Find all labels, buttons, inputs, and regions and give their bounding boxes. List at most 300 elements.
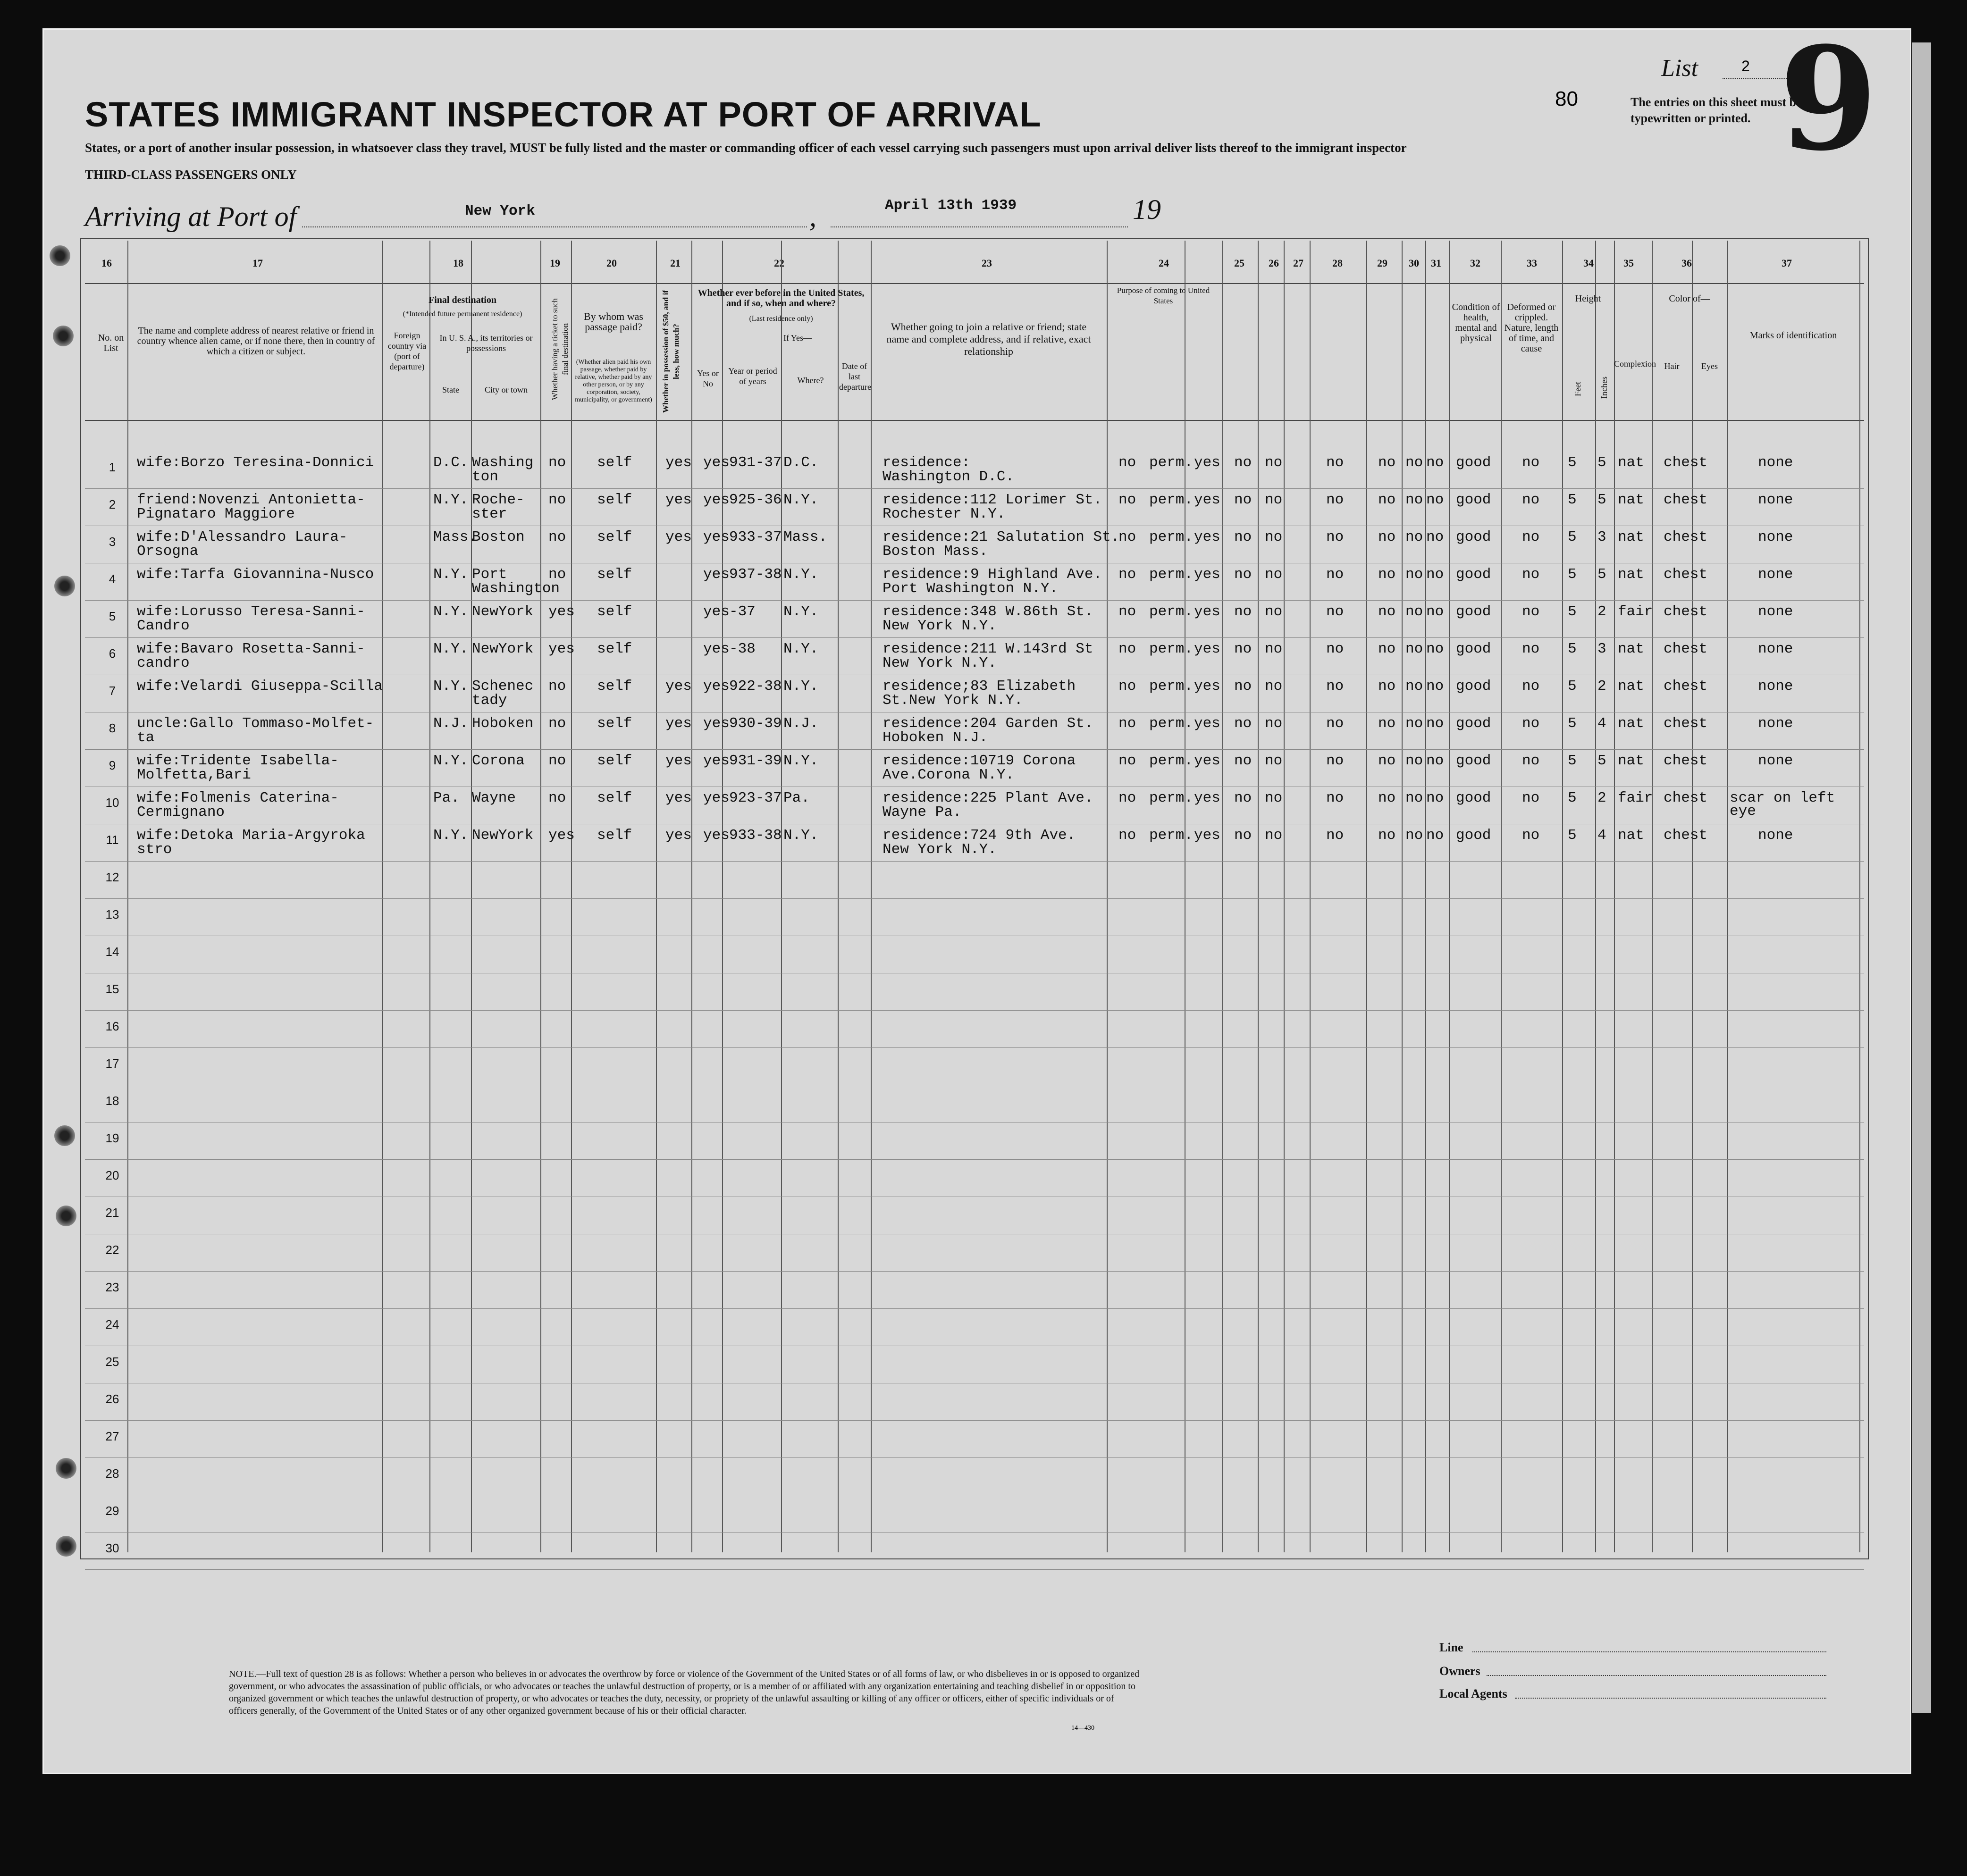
ticket: no [548,529,566,545]
q28: no [1326,454,1344,471]
q28: no [1326,753,1344,769]
relative-name-cont: Cermignano [137,804,225,821]
join-relative: residence:9 Highland Ave. [883,566,1102,583]
form-title: STATES IMMIGRANT INSPECTOR AT PORT OF ARRIVAL [85,95,1042,134]
purpose-no: no [1118,566,1136,583]
row-number: 25 [105,1355,119,1369]
row-number: 18 [105,1094,119,1108]
marks: none [1758,715,1793,732]
q25: yes [1194,790,1220,806]
passage-paid: self [597,715,632,732]
typewritten-note: The entries on this sheet must be typewritten or printed. [1631,95,1802,125]
marks: scar on left [1730,790,1835,806]
colnum: 29 [1377,257,1387,269]
colnum: 23 [982,257,992,269]
height-inches: 2 [1597,678,1606,695]
marks-cont: eye [1730,803,1756,820]
deformed: no [1522,492,1540,508]
q29: no [1378,492,1396,508]
passage-paid: self [597,753,632,769]
col-line [1501,241,1502,1552]
money: yes [665,753,692,769]
form-instruction: States, or a port of another insular possession, in whatsoever class they travel, MUST be fully listed and the master or commanding officer of each vessel carrying such passengers must upon arrival deliver lists thereof to the immigrant inspector [85,141,1407,155]
relative-name-cont: Pignataro Maggiore [137,506,295,522]
marks: none [1758,641,1793,657]
height-feet: 5 [1568,678,1577,695]
ticket: no [548,492,566,508]
q25: yes [1194,566,1220,583]
q25: yes [1194,678,1220,695]
row-line [85,898,1864,899]
passenger-class: THIRD-CLASS PASSENGERS ONLY [85,168,297,182]
colnum: 35 [1623,257,1634,269]
sheet-number: 9 [1779,16,1878,182]
passage-paid: self [597,492,632,508]
colnum: 25 [1234,257,1244,269]
hdr-usa: In U. S. A., its territories or possessions [439,333,533,353]
q25: yes [1194,641,1220,657]
relative-name: wife:Tarfa Giovannina-Nusco [137,566,374,583]
health: good [1456,492,1491,508]
colnum: 26 [1269,257,1279,269]
join-relative-cont: Boston Mass. [883,543,988,560]
q28: no [1326,715,1344,732]
deformed: no [1522,678,1540,695]
q28: no [1326,678,1344,695]
join-relative-cont: St.New York N.Y. [883,692,1023,709]
hdr-final-note: (*Intended future permanent residence) [403,310,522,318]
join-relative-cont: Ave.Corona N.Y. [883,767,1015,783]
height-inches: 4 [1597,715,1606,732]
q26: no [1234,715,1252,732]
row-number: 14 [105,945,119,959]
q29: no [1378,715,1396,732]
form-code: 14—430 [1071,1725,1094,1732]
list-number: 2 [1741,58,1750,75]
binder-hole [54,1125,75,1146]
col-line [1425,241,1426,1552]
purpose-no: no [1118,454,1136,471]
dest-state: N.Y. [433,678,469,695]
before-years: -37 [729,603,756,620]
height-feet: 5 [1568,529,1577,545]
row-number: 8 [109,721,116,735]
deformed: no [1522,715,1540,732]
colnum: 16 [101,257,112,269]
binder-hole [56,1458,76,1479]
money: yes [665,827,692,844]
line-signature[interactable] [1472,1651,1826,1652]
colnum: 32 [1470,257,1480,269]
hdr-feet: Feet [1573,382,1582,396]
hdr-no-on-list: No. on List [98,333,124,353]
before-years: 925-36 [729,492,782,508]
deformed: no [1522,753,1540,769]
join-relative: residence:112 Lorimer St. [883,492,1102,508]
q30: no [1405,492,1423,508]
row-line [85,861,1864,862]
hdr-last-departure: Date of last departure [839,361,871,392]
marks: none [1758,603,1793,620]
dest-state: N.J. [433,715,469,732]
join-relative-cont: New York N.Y. [883,618,997,634]
binder-hole [53,326,74,346]
before-us: yes [703,603,730,620]
hdr-purpose: Purpose of coming to United States [1117,286,1210,305]
q29: no [1378,753,1396,769]
binder-hole [54,576,75,596]
q25: yes [1194,715,1220,732]
dest-city: NewYork [472,641,534,657]
q30: no [1405,678,1423,695]
q29: no [1378,566,1396,583]
col-line [871,241,872,1552]
dest-state: N.Y. [433,641,469,657]
marks: none [1758,753,1793,769]
dest-city: Boston [472,529,525,545]
row-number: 6 [109,646,116,661]
col-line [1366,241,1367,1552]
deformed: no [1522,529,1540,545]
join-relative: residence:21 Salutation St. [883,529,1120,545]
ticket: no [548,454,566,471]
q29: no [1378,454,1396,471]
row-line [85,1569,1864,1570]
before-where: N.J. [783,715,819,732]
q31: no [1426,790,1444,806]
row-number: 17 [105,1056,119,1071]
q29: no [1378,827,1396,844]
hdr-if-yes: If Yes— [783,333,812,343]
q26: no [1234,529,1252,545]
port-value: New York [465,203,535,219]
relative-name: wife:D'Alessandro Laura- [137,529,348,545]
relative-name: wife:Folmenis Caterina- [137,790,339,806]
row-number: 10 [105,796,119,810]
hair-color: chest [1664,790,1708,806]
hdr-ticket: Whether having a ticket to such final destination [550,298,570,400]
purpose-no: no [1118,753,1136,769]
complexion: nat [1618,454,1644,471]
height-inches: 5 [1597,753,1606,769]
dest-state: N.Y. [433,827,469,844]
col-line [1595,241,1596,1552]
purpose-perm: perm. [1149,827,1194,844]
binder-hole [50,245,70,266]
passage-paid: self [597,641,632,657]
ticket: no [548,566,566,583]
q27: no [1265,566,1283,583]
health: good [1456,753,1491,769]
dest-city: Port [472,566,507,583]
deformed: no [1522,454,1540,471]
before-years: 931-39 [729,753,782,769]
q27: no [1265,827,1283,844]
row-number: 11 [106,833,119,847]
height-feet: 5 [1568,492,1577,508]
money: yes [665,790,692,806]
line-label: Line [1439,1641,1463,1654]
relative-name-cont: Molfetta,Bari [137,767,251,783]
q30: no [1405,529,1423,545]
q27: no [1265,715,1283,732]
marks: none [1758,492,1793,508]
q31: no [1426,529,1444,545]
purpose-perm: perm. [1149,753,1194,769]
colnum: 17 [252,257,263,269]
hdr-hair: Hair [1664,361,1680,371]
passage-paid: self [597,566,632,583]
col-line [656,241,657,1552]
before-us: yes [703,753,730,769]
hdr-inches: Inches [1599,377,1609,399]
dest-state: N.Y. [433,566,469,583]
join-relative-cont: Wayne Pa. [883,804,962,821]
q26: no [1234,678,1252,695]
q31: no [1426,715,1444,732]
money: yes [665,678,692,695]
row-number: 20 [105,1168,119,1182]
row-number: 9 [109,758,116,772]
relative-name: wife:Borzo Teresina-Donnici [137,454,374,471]
row-number: 1 [109,460,116,474]
complexion: nat [1618,715,1644,732]
q26: no [1234,454,1252,471]
q28: no [1326,641,1344,657]
before-where: N.Y. [783,678,819,695]
port-underline [302,226,807,227]
arriving-label: Arriving at Port of [85,201,297,232]
before-years: 930-39 [729,715,782,732]
row-line [85,1457,1864,1458]
dest-state: Pa. [433,790,460,806]
colnum: 18 [453,257,463,269]
passage-paid: self [597,678,632,695]
join-relative: residence:204 Garden St. [883,715,1093,732]
height-inches: 5 [1597,566,1606,583]
hair-color: chest [1664,827,1708,844]
hdr-money: Whether in possession of $50, and if less, how much? [661,290,681,413]
hair-color: chest [1664,529,1708,545]
q31: no [1426,454,1444,471]
relative-name: wife:Detoka Maria-Argyroka [137,827,365,844]
join-relative: residence:211 W.143rd St [883,641,1093,657]
hdr-height: Height [1575,293,1601,304]
money: yes [665,715,692,732]
row-number: 30 [105,1541,119,1555]
col-line [722,241,723,1552]
purpose-perm: perm. [1149,603,1194,620]
q25: yes [1194,603,1220,620]
col-line [1107,241,1108,1552]
purpose-perm: perm. [1149,678,1194,695]
row-number: 13 [105,907,119,921]
q25: yes [1194,827,1220,844]
passage-paid: self [597,790,632,806]
dest-state: N.Y. [433,492,469,508]
q26: no [1234,790,1252,806]
before-us: yes [703,678,730,695]
row-number: 29 [105,1504,119,1518]
complexion: fair [1618,603,1653,620]
row-number: 27 [105,1429,119,1443]
row-line [85,1308,1864,1309]
height-feet: 5 [1568,454,1577,471]
q31: no [1426,566,1444,583]
complexion: fair [1618,790,1653,806]
hdr-eyes: Eyes [1701,361,1718,371]
height-inches: 2 [1597,603,1606,620]
purpose-perm: perm. [1149,715,1194,732]
hdr-yes-no: Yes or No [697,368,719,388]
height-feet: 5 [1568,641,1577,657]
purpose-no: no [1118,492,1136,508]
colnum: 27 [1293,257,1303,269]
height-inches: 3 [1597,529,1606,545]
height-feet: 5 [1568,603,1577,620]
before-us: yes [703,492,730,508]
purpose-no: no [1118,529,1136,545]
row-number: 28 [105,1466,119,1481]
col-line [1859,241,1860,1552]
hair-color: chest [1664,753,1708,769]
agents-label: Local Agents [1439,1687,1507,1700]
join-relative-cont: Rochester N.Y. [883,506,1006,522]
q30: no [1405,753,1423,769]
row-number: 2 [109,497,116,511]
height-feet: 5 [1568,790,1577,806]
q25: yes [1194,454,1220,471]
col-line [1449,241,1450,1552]
q26: no [1234,603,1252,620]
row-number: 3 [109,535,116,549]
col-line [1222,241,1223,1552]
col-line [1258,241,1259,1552]
hdr-health: Condition of health, mental and physical [1452,302,1500,343]
date-underline [831,226,1128,227]
health: good [1456,529,1491,545]
join-relative: residence:348 W.86th St. [883,603,1093,620]
row-number: 12 [105,870,119,884]
purpose-no: no [1118,790,1136,806]
relative-name: friend:Novenzi Antonietta- [137,492,365,508]
complexion: nat [1618,492,1644,508]
ticket: no [548,790,566,806]
binder-hole [56,1536,76,1557]
page-edge [1912,42,1931,1713]
dest-city: Hoboken [472,715,534,732]
q26: no [1234,753,1252,769]
col-line [1284,241,1285,1552]
join-relative: residence;83 Elizabeth [883,678,1076,695]
hdr-city: City or town [484,385,528,394]
colnum: 19 [550,257,560,269]
hdr-foreign-country: Foreign country via (port of departure) [387,331,427,371]
list-underline [1723,78,1789,79]
row-number: 24 [105,1317,119,1332]
list-label: List [1661,55,1698,82]
col-line [471,241,472,1552]
dest-city-cont: Washington [472,580,560,597]
col-line [1692,241,1693,1552]
row-number: 5 [109,609,116,623]
marks: none [1758,678,1793,695]
owners-signature[interactable] [1487,1675,1826,1676]
relative-name-cont: Orsogna [137,543,199,560]
relative-name-cont: stro [137,841,172,858]
dest-city: Washing [472,454,534,471]
ticket: yes [548,827,575,844]
purpose-no: no [1118,678,1136,695]
colnum: 24 [1159,257,1169,269]
before-us: yes [703,529,730,545]
before-us: yes [703,715,730,732]
before-us: yes [703,566,730,583]
q29: no [1378,603,1396,620]
money: yes [665,454,692,471]
health: good [1456,566,1491,583]
q27: no [1265,529,1283,545]
q30: no [1405,790,1423,806]
passage-paid: self [597,454,632,471]
marks: none [1758,566,1793,583]
q27: no [1265,641,1283,657]
colnum: 34 [1583,257,1594,269]
before-where: N.Y. [783,603,819,620]
join-relative: residence: [883,454,971,471]
hdr-year: Year or period of years [728,366,777,386]
q28: no [1326,790,1344,806]
before-where: N.Y. [783,566,819,583]
relative-name: uncle:Gallo Tommaso-Molfet- [137,715,374,732]
before-years: 931-37 [729,454,782,471]
deformed: no [1522,566,1540,583]
q31: no [1426,678,1444,695]
binder-hole [56,1206,76,1226]
q30: no [1405,603,1423,620]
q27: no [1265,790,1283,806]
agents-signature[interactable] [1515,1698,1826,1699]
passage-paid: self [597,827,632,844]
col-line [1652,241,1653,1552]
before-where: D.C. [783,454,819,471]
hair-color: chest [1664,492,1708,508]
purpose-no: no [1118,603,1136,620]
health: good [1456,715,1491,732]
height-feet: 5 [1568,566,1577,583]
dest-city: Wayne [472,790,516,806]
row-line [85,749,1864,750]
hdr-color: Color of— [1669,293,1710,304]
col-line [691,241,692,1552]
dest-city: Roche- [472,492,525,508]
colnum: 22 [774,257,784,269]
row-line [85,600,1864,601]
q30: no [1405,454,1423,471]
header-bottom [85,420,1864,421]
money: yes [665,529,692,545]
col-line [1402,241,1403,1552]
q25: yes [1194,492,1220,508]
complexion: nat [1618,827,1644,844]
height-inches: 5 [1597,454,1606,471]
relative-name: wife:Bavaro Rosetta-Sanni- [137,641,365,657]
q27: no [1265,454,1283,471]
hdr-join-relative: Whether going to join a relative or friend; state name and complete address, and if relative, exact relationship [886,321,1091,357]
colnum: 30 [1409,257,1419,269]
dest-city: Corona [472,753,525,769]
hdr-before-us: Whether ever before in the United States, and if so, when and where? [698,288,865,309]
